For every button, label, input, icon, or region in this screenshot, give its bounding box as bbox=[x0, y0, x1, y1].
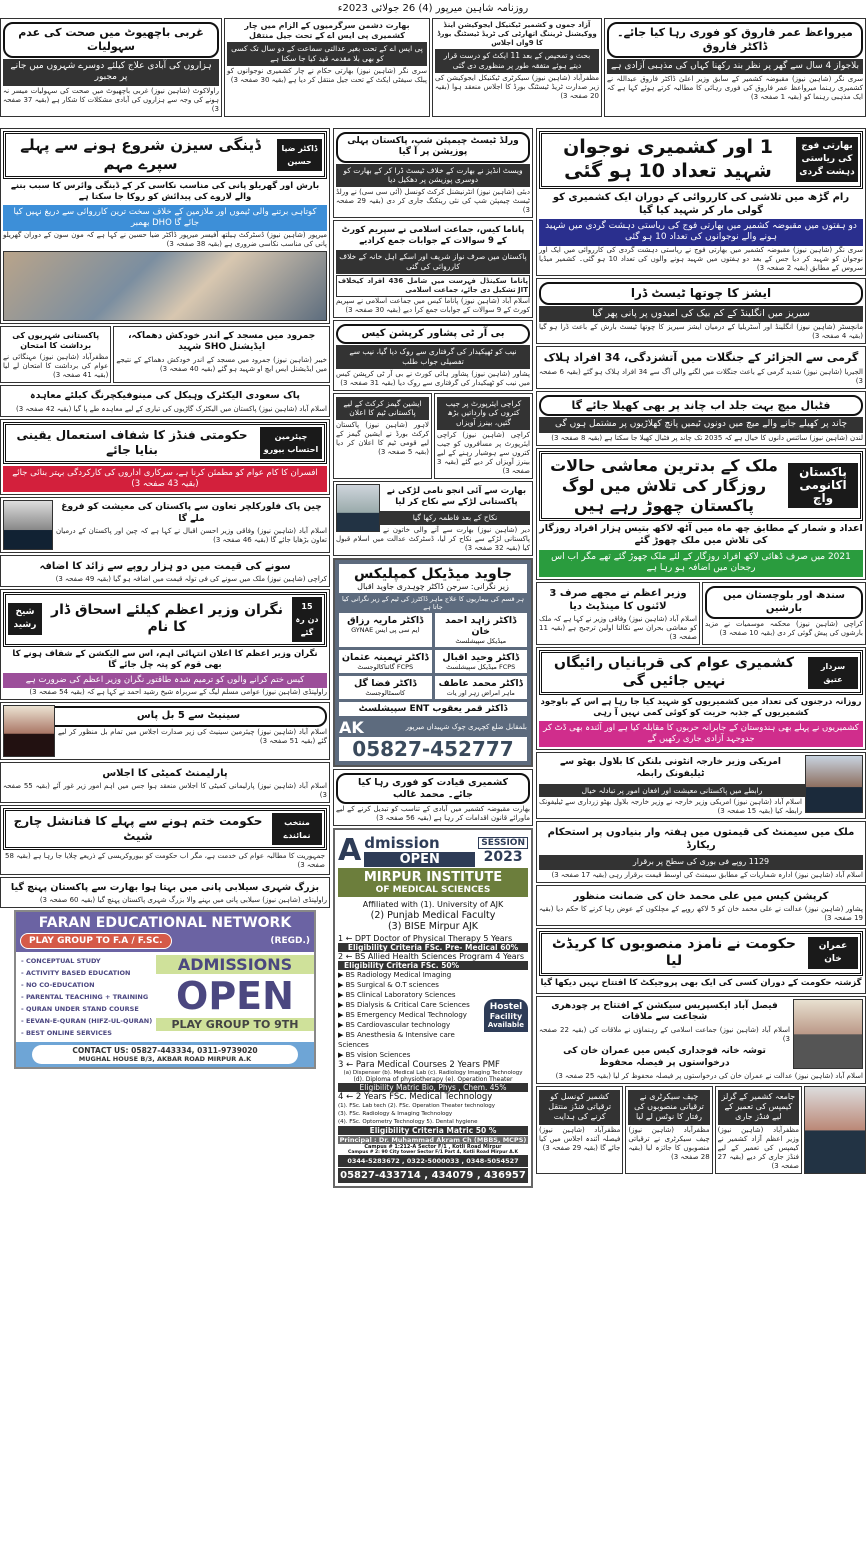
ad-ak: AK bbox=[339, 717, 364, 737]
story-brt bbox=[333, 320, 533, 391]
deck: رام گڑھ میں تلاشی کی کارروائی کے دوران ایک کشمیری کو گولی مار کر شہید کیا گیا bbox=[552, 191, 850, 216]
program-4-list: (4). FSc. Optometry Technology 5). Dental hygiene bbox=[338, 1119, 478, 1126]
ad-a-letter: A bbox=[338, 833, 362, 869]
story-rain bbox=[702, 582, 866, 645]
story-body: پشاور (شاہین نیوز) عدالت نے علی محمد خان کو 5 لاکھ روپے کے مچلکوں کے عوض رہا کرنے کا حکم دیا (بقیہ 19 صفحہ 3) bbox=[539, 904, 863, 922]
doctor-name: ڈاکٹر تہمینہ عثمان bbox=[341, 651, 429, 663]
feature-item: - EEVAN-E-QURAN (HIFZ-UL-QURAN) bbox=[21, 1017, 153, 1026]
program-4-list: (3). FSc. Radiology & Imaging Technology bbox=[338, 1111, 453, 1118]
story-dengue bbox=[0, 128, 330, 324]
highlight-bar: کشمیریوں نے پہلے بھی ہندوستان کے جابرانہ حربوں کا مقابلہ کیا ہے اور آئندہ بھی ڈٹ کر جدوجہد آزادی جاری رکھیں گے bbox=[539, 721, 863, 747]
doctor-specialty: ایم سی پی ایس GYNAE bbox=[351, 625, 420, 634]
story-cement bbox=[536, 821, 866, 882]
headline: بی آر ٹی پشاور کرپشن کیس bbox=[336, 324, 530, 345]
doctor-name: ڈاکٹر ماریہ رزاق bbox=[347, 614, 424, 626]
headline: 1 اور کشمیری نوجوان شہید تعداد 10 ہو گئی bbox=[563, 136, 773, 182]
story-psa bbox=[224, 18, 430, 117]
story-mirwaiz bbox=[604, 18, 866, 117]
ad-range: PLAY GROUP TO 9TH bbox=[156, 1018, 314, 1031]
headline: ورلڈ ٹیسٹ چیمپئن شپ، پاکستان پہلی پوزیشن پر آ گیا bbox=[336, 132, 530, 163]
story-asian-games bbox=[333, 393, 432, 479]
bs-program: ▶ BS vision Sciences bbox=[338, 1051, 411, 1060]
bs-program: ▶ BS Cardiovascular technology bbox=[338, 1021, 451, 1030]
story-body: پشاور (شاہین نیوز) پشاور ہائی کورٹ نے بی آر ٹی کرپشن کیس میں نیب کو ٹھیکیدار کی گرفتاری سے روک دیا (بقیہ 31 صفحہ 3) bbox=[336, 369, 530, 387]
highlight-bar: دو ہفتوں میں مقبوضہ کشمیر میں بھارتی فوج کی ریاستی دہشت گردی میں شہید ہونے والے نوجوانوں کی تعداد 10 ہو گئی bbox=[539, 219, 863, 246]
story-body: راولاکوٹ (شاہین نیوز) غربی باچھیوٹ میں صحت کی سہولیات میسر نہ ہونے کی وجہ سے ہزاروں کی آبادی مشکلات کا شکار ہے (بقیہ 37 صفحہ 3) bbox=[3, 86, 219, 113]
story-gold bbox=[0, 555, 330, 587]
headline: نگران وزیر اعظم کیلئے اسحاق ڈار کا نام bbox=[51, 601, 283, 636]
bs-program-label: BS Surgical & O.T sciences bbox=[345, 981, 439, 990]
story-body: اسلام آباد (شاہین نیوز) وفاقی وزیر احسن اقبال نے کہا ہے کہ چین اور پاکستان کے درمیان تعاون بڑھایا جائے گا (بقیہ 46 صفحہ 3) bbox=[56, 527, 327, 545]
kicker: پاکستان اکانومی واچ bbox=[788, 463, 858, 508]
bs-program: ▶ BS Clinical Laboratory Sciences bbox=[338, 991, 456, 1000]
headline: حکومت ختم ہونے سے پہلے کا فنانشل چارج شیٹ bbox=[13, 814, 263, 844]
headline: ایشز کا چوتھا ٹیسٹ ڈرا bbox=[539, 282, 863, 305]
story-panama bbox=[333, 220, 533, 318]
headline: ملک میں سیمنٹ کی قیمتوں میں ہفتہ وار بنیادوں پر استحکام ریکارڈ bbox=[547, 827, 855, 852]
headline: بھارت سے آئی انجو نامی لڑکی نے پاکستانی لڑکے سے نکاح کر لیا bbox=[386, 485, 527, 507]
subhead: 1129 روپے فی بوری کی سطح پر برقرار bbox=[539, 855, 863, 869]
headline: سونے کی قیمت میں دو ہزار روپے سے زائد کا اضافہ bbox=[39, 560, 291, 572]
story-body: سری نگر (شاہین نیوز) مقبوضہ کشمیر میں بھارتی فوج نے ریاستی دہشت گردی کی کارروائی میں ایک اور نوجوان کو شہید کر دیا جس کے بعد دو ہفتوں میں شہید ہونے والوں کی تعداد 10 ہو گئی۔ کشمیر میڈیا سروس کے مطابق (بقیہ 2 صفحہ 3) bbox=[539, 245, 863, 272]
eligibility-4: Eligibility Criteria Matric 50 % bbox=[338, 1126, 528, 1135]
ad-campus: Campus # 2: 90 City tower Sector F/1 Part 4, Kotli Road Mirpur A.K bbox=[348, 1150, 518, 1156]
story-body: کراچی (شاہین نیوز) محکمہ موسمیات نے مزید بارشوں کی پیش گوئی کر دی (بقیہ 10 صفحہ 3) bbox=[705, 620, 863, 638]
program-1: 1 ← DPT Doctor of Physical Therapy 5 Years bbox=[338, 934, 513, 944]
story-algeria bbox=[536, 346, 866, 388]
story-body: مظفرآباد (شاہین نیوز) وزیر اعظم آزاد کشمیر نے کیمپس کی تعمیر کے لیے فنڈز جاری کر دیے (بقیہ 27 صفحہ 3) bbox=[717, 1125, 799, 1170]
ad-open: OPEN bbox=[176, 974, 294, 1019]
deck: روزانہ درجنوں کی تعداد میں کشمیریوں کو شہید کیا جا رہا ہے اس کے باوجود کشمیریوں کے جذبہ حریت کو کوئی کمی نہیں آ رہی bbox=[540, 697, 862, 719]
headline: کراچی ایئرپورٹ پر جیب کتروں کی وارداتیں بڑھ گئیں، بینرز آویزاں bbox=[437, 397, 530, 430]
ad-affiliation: (2) Punjab Medical Faculty bbox=[370, 910, 496, 922]
subhead: پی ایس اے کے تحت بغیر عدالتی سماعت کے دو سال تک کسی کو بھی بلا مقدمہ قید کیا جا سکتا ہے bbox=[227, 42, 427, 66]
eligibility-2: Eligibility Criteria FSc. 50% bbox=[338, 961, 528, 970]
story-ashes bbox=[536, 278, 866, 344]
headline: امریکی وزیر خارجہ انٹونی بلنکن کا بلاول بھٹو سے ٹیلیفونک رابطہ bbox=[560, 757, 781, 779]
headline: کرپشن کیس میں علی محمد خان کی ضمانت منظور bbox=[573, 890, 829, 902]
subhead: نکاح کے بعد فاطمہ رکھا گیا bbox=[336, 511, 530, 525]
kicker: سردار عتیق bbox=[808, 657, 858, 689]
story-university bbox=[715, 1086, 802, 1174]
hostel-label: Available bbox=[487, 1020, 525, 1029]
doctor-specialty: کاسمٹالوجسٹ bbox=[365, 688, 406, 697]
ahsan-photo bbox=[3, 500, 53, 550]
ad-institute-name: MIRPUR INSTITUTE bbox=[363, 870, 503, 886]
bs-program-label: BS Clinical Laboratory Sciences bbox=[345, 991, 456, 1000]
story-body: اسلام آباد (شاہین نیوز) پارلیمانی کمیٹی کا اجلاس منعقد ہوا جس میں اہم امور زیر غور آئے (بقیہ 55 صفحہ 3) bbox=[3, 782, 327, 800]
kicker: بھارتی فوج کی ریاستی دہشت گردی bbox=[796, 137, 858, 182]
doctor-name: ڈاکٹر محمد عاطف bbox=[438, 677, 523, 689]
feature-item: - QURAN UNDER STAND COURSE bbox=[21, 1005, 139, 1014]
ad-admissions: ADMISSIONS bbox=[156, 955, 314, 974]
program-2: 2 ← BS Allied Health Sciences Program 4 Years bbox=[338, 952, 525, 962]
doctor-name: ڈاکٹر زاہد احمد خان bbox=[445, 614, 517, 637]
story-body: دیر (شاہین نیوز) بھارت سے آنے والی خاتون نے پاکستانی لڑکے سے نکاح کر لیا، ڈسٹرکٹ عدالت میں اسلام قبول کیا (بقیہ 32 صفحہ 3) bbox=[336, 525, 530, 552]
ad-address: MUGHAL HOUSE B/3, AKBAR ROAD MIRPUR A.K bbox=[78, 1055, 252, 1064]
sheikh-rasheed-photo bbox=[3, 705, 55, 757]
program-3: 3 ← Para Medical Courses 2 Years PMF bbox=[338, 1060, 500, 1071]
headline: حکومتی فنڈز کا شفاف استعمال یقینی بنایا جائے bbox=[16, 427, 248, 457]
bs-program: ▶ BS Surgical & O.T sciences bbox=[338, 981, 439, 990]
highlight-bar: کیس ختم کرانے والوں کو ترمیم شدہ طاقتور نگران وزیر اعظم کی ضرورت ہے bbox=[3, 673, 327, 688]
kicker-2: شیخ رشید bbox=[8, 603, 42, 635]
hostel-label: Facility bbox=[489, 1011, 523, 1021]
headline: ایشین گیمز کرکٹ کے لیے پاکستانی ٹیم کا اعلان bbox=[336, 397, 429, 421]
doctor-name: ڈاکٹر وحید اقبال bbox=[442, 651, 520, 663]
story-body: کراچی (شاہین نیوز) کراچی ایئرپورٹ پر مسافروں کو جیب کتروں سے ہوشیار رہنے کے لیے بینرز آویزاں کر دیے گئے (بقیہ 3 صفحہ 3) bbox=[437, 430, 530, 475]
ad-tagline: ہر قسم کی بیماریوں کا علاج ماہر ڈاکٹرز کی ٹیم کے زیر نگرانی کیا جاتا ہے bbox=[341, 594, 525, 611]
subhead: ہزاروں کی آبادی علاج کیلئے دوسرے شہروں میں جانے پر مجبور bbox=[3, 59, 219, 86]
ad-title: جاوید میڈیکل کمپلیکس bbox=[353, 565, 513, 582]
story-ghalib bbox=[333, 769, 533, 827]
headline: ملک کے بدترین معاشی حالات روزگار کی تلاش میں لوگ پاکستان چھوڑ رہے ہیں bbox=[550, 455, 778, 515]
story-blinken bbox=[536, 752, 866, 819]
headline: جامعہ کشمیر کے گرلز کیمپس کی تعمیر کے لیے فنڈز جاری bbox=[718, 1090, 799, 1125]
headline: پاناما کیس، جماعت اسلامی نے سپریم کورٹ کے 9 سوالات کے جوابات جمع کرادیے bbox=[341, 225, 525, 247]
story-body: سری نگر (شاہین نیوز) بھارتی حکام نے چار کشمیری نوجوانوں کو پبلک سیفٹی ایکٹ کے تحت جیل منتقل کر دیا ہے (بقیہ 30 صفحہ 3) bbox=[227, 66, 427, 84]
subhead: چاند پر کھیلے جانے والے میچ میں دونوں ٹیمیں پانچ کھلاڑیوں پر مشتمل ہوں گی bbox=[539, 417, 863, 433]
ad-open: OPEN bbox=[364, 852, 475, 867]
story-body: مظفرآباد (شاہین نیوز) سیکرٹری ٹیکنیکل ایجوکیشن کی زیر صدارت ٹریڈ ٹیسٹنگ بورڈ کا اجلاس منعقد ہوا (بقیہ 20 صفحہ 3) bbox=[435, 73, 599, 100]
story-parliament bbox=[0, 762, 330, 803]
subhead: بحث و تمحیص کے بعد 11 ایکٹ کو درست قرار دیتے ہوئے متفقہ طور پر منظوری دی گئی bbox=[435, 49, 599, 73]
ad-regd: (REGD.) bbox=[270, 936, 310, 947]
story-body: مظفرآباد (شاہین نیوز) چیف سیکرٹری نے ترقیاتی منصوبوں کا جائزہ لیا (بقیہ 28 صفحہ 3) bbox=[628, 1125, 710, 1161]
top-row bbox=[0, 18, 866, 117]
story-body: اسلام آباد (شاہین نیوز) امریکی وزیر خارجہ نے وزیر خارجہ بلاول بھٹو زرداری سے ٹیلیفونک رابطہ کیا (بقیہ 15 صفحہ 3) bbox=[539, 798, 802, 816]
ad-session: SESSION bbox=[478, 837, 528, 849]
story-kashmir-sacrifices bbox=[536, 647, 866, 750]
story-body: اسلام آباد (شاہین نیوز) پاکستان میں الیکٹرک گاڑیوں کی تیاری کے لیے معاہدہ طے پا گیا (بقیہ 42 صفحہ 3) bbox=[15, 404, 327, 413]
ad-faran-educational-network bbox=[14, 910, 316, 1069]
story-tevta bbox=[432, 18, 602, 117]
story-caretaker-pm bbox=[0, 589, 330, 700]
headline: چیف سیکرٹری نے ترقیاتی منصوبوں کی رفتار کا نوٹس لے لیا bbox=[628, 1090, 709, 1125]
doctor-card bbox=[339, 676, 432, 699]
doctor-card bbox=[339, 613, 432, 647]
ad-ent: ڈاکٹر قمر یعقوب ENT سپیشلسٹ bbox=[339, 702, 527, 716]
headline: ڈینگی سیزن شروع ہونے سے پہلے سپرے مہم bbox=[20, 136, 261, 173]
headline: حکومت نے نامزد منصوبوں کا کریڈٹ لیا bbox=[551, 935, 796, 970]
right-column bbox=[536, 128, 866, 1174]
subhead: ویسٹ انڈیز نے بھارت کے خلاف ٹیسٹ ڈرا کر کے بھارت کو دوسری پوزیشن پر دھکیل دیا bbox=[336, 164, 530, 188]
ad-phone: 05827-452777 bbox=[339, 737, 527, 761]
fazl-photo bbox=[793, 999, 863, 1069]
ad-mirpur-institute bbox=[333, 828, 533, 1188]
story-senate bbox=[0, 702, 330, 760]
feature-item: - CONCEPTUAL STUDY bbox=[21, 957, 101, 966]
ad-year: 2023 bbox=[483, 848, 523, 865]
doctor-name: ڈاکٹر فضا گل bbox=[353, 677, 417, 689]
story-patience bbox=[0, 326, 111, 384]
feature-item: - NO CO-EDUCATION bbox=[21, 981, 95, 990]
subhead: رابطے میں پاکستانی معیشت اور افغان امور پر تبادلہ خیال bbox=[539, 784, 863, 798]
story-ahsan bbox=[0, 497, 330, 553]
story-imran-credit bbox=[536, 928, 866, 994]
headline: غربی باچھیوٹ میں صحت کی عدم سہولیات bbox=[3, 22, 219, 58]
left-column bbox=[0, 128, 330, 1069]
headline: فٹبال میچ بہت جلد اب چاند پر بھی کھیلا جائے گا bbox=[539, 395, 863, 417]
bs-program-label: BS Radiology Medical Imaging bbox=[345, 971, 452, 980]
ad-title: FARAN EDUCATIONAL NETWORK bbox=[38, 915, 292, 932]
meeting-photo bbox=[3, 251, 327, 321]
story-accountability bbox=[0, 419, 330, 495]
story-ev bbox=[0, 385, 330, 416]
ad-affiliation: (3) BISE Mirpur AJK bbox=[387, 921, 479, 933]
story-body: دبئی (شاہین نیوز) انٹرنیشنل کرکٹ کونسل (آئی سی سی) نے ورلڈ ٹیسٹ چیمپئن شپ کی نئی رینکنگ جاری کر دی (بقیہ 29 صفحہ 3) bbox=[336, 188, 530, 214]
ad-pill: PLAY GROUP TO F.A / F.SC. bbox=[20, 933, 172, 949]
story-body: اسلام آباد (شاہین نیوز) پاناما کیس میں جماعت اسلامی نے سپریم کورٹ کے 9 سوالات کے جوابات جمع کرا دیے (بقیہ 30 صفحہ 3) bbox=[336, 296, 530, 314]
story-body: مظفرآباد (شاہین نیوز) فیصلہ آئندہ اجلاس میں کیا جائے گا (بقیہ 29 صفحہ 3) bbox=[539, 1125, 621, 1152]
feature-item: - PARENTAL TEACHING + TRAINING bbox=[21, 993, 149, 1002]
kicker: منتخب نمائندے bbox=[272, 813, 322, 845]
story-body: اسلام آباد (شاہین نیوز) جماعت اسلامی کے رہنماؤں نے ملاقات کی (بقیہ 22 صفحہ 3) bbox=[539, 1026, 790, 1044]
doctor-card bbox=[435, 613, 528, 647]
ad-phones: 0344-5283672 , 0322-5000033 , 0348-5054527 bbox=[338, 1155, 528, 1167]
shehbaz-photo bbox=[804, 1086, 866, 1174]
story-jamrud bbox=[113, 326, 330, 384]
deck: گزشتہ حکومت کے دوران کسی کی ایک بھی پروجیکٹ کا افتتاح نہیں دیکھا گیا bbox=[540, 977, 862, 988]
kicker: چیئرمین احتساب بیورو bbox=[260, 427, 322, 459]
doctor-specialty: FCPS گائناکالوجسٹ bbox=[357, 662, 414, 671]
ad-affiliation: Affiliated with (1). University of AJK bbox=[362, 900, 504, 910]
bs-program-label: BS vision Sciences bbox=[345, 1051, 411, 1060]
highlight-bar: 2021 میں صرف ڈھائی لاکھ افراد روزگار کے لئے ملک چھوڑ گئے تھے مگر اب اس رجحان میں اضافہ ہو رہا ہے bbox=[539, 550, 863, 577]
headline: کشمیر کونسل کو ترقیاتی فنڈز منتقل کرنے کی ہدایت bbox=[539, 1090, 620, 1125]
doctor-card bbox=[435, 650, 528, 673]
story-economy bbox=[536, 448, 866, 580]
ad-principal: Principal : Dr. Muhammad Akram Ch (MBBS, MCPS) bbox=[339, 1136, 527, 1145]
story-chaudhry bbox=[536, 996, 866, 1084]
story-body: جمہوریت کا مطالبہ عوام کی خدمت ہے، مگر اب حکومت کو بیوروکریسی کے ذریعے چلایا جا رہا ہے (بقیہ 58 صفحہ 3) bbox=[5, 852, 325, 870]
bs-program-label: BS Cardiovascular technology bbox=[345, 1021, 451, 1030]
ad-address: بلمقابل ضلع کچہری چوک شہیداں میرپور bbox=[405, 723, 527, 732]
feature-item: - ACTIVITY BASED EDUCATION bbox=[21, 969, 131, 978]
story-body: لندن (شاہین نیوز) سائنس دانوں کا خیال ہے کہ 2035 تک چاند پر فٹبال کھیلا جا سکتا ہے (بقیہ 8 صفحہ 3) bbox=[551, 433, 863, 442]
highlight-bar: کوتاہی برتنے والی ٹیموں اور ملازمین کے خلاف سخت ترین کارروائی سے دریغ نہیں کیا جائے گا DHO بھمبر bbox=[3, 205, 327, 231]
story-chief-secretary bbox=[625, 1086, 712, 1174]
middle-column bbox=[333, 128, 533, 1188]
program-3-list: (d). Diploma of physiotherapy (e). Operation Theater bbox=[353, 1076, 513, 1084]
doctor-card bbox=[435, 676, 528, 699]
headline: گرمی سے الجزائر کے جنگلات میں آتشزدگی، 34 افراد ہلاک bbox=[543, 351, 859, 365]
subhead: سیریز میں انگلینڈ کے کم بیک کی امیدوں پر پانی پھر گیا bbox=[539, 306, 863, 322]
deck: اعداد و شمار کے مطابق چھ ماہ میں آٹھ لاکھ بتیس ہزار افراد روزگار کی تلاش میں ملک چھوڑ گئے bbox=[539, 522, 863, 547]
story-world-test bbox=[333, 128, 533, 218]
deck: نگران وزیر اعظم کا اعلان انتہائی اہم، اس سے الیکشن کے شفاف ہونے کا بھی قوم کو پتہ چل جائے گا bbox=[12, 648, 318, 670]
headline: بھارت دشمن سرگرمیوں کے الزام میں چار کشمیری پی ایس اے کے تحت جیل منتقل bbox=[244, 21, 410, 40]
subhead-2: پاناما سکینڈل فہرست میں شامل 436 افراد کیخلاف JIT تشکیل دی جائے، جماعت اسلامی bbox=[336, 275, 530, 297]
story-body: بھارت مقبوضہ کشمیر میں آبادی کے تناسب کو تبدیل کرنے کے لیے ماورائے قانون اقدامات کر رہا ہے (بقیہ 56 صفحہ 3) bbox=[336, 805, 530, 823]
headline: میرواعظ عمر فاروق کو فوری رہا کیا جائے۔ ڈاکٹر فاروق bbox=[607, 22, 863, 58]
story-body: خیبر (شاہین نیوز) جمرود میں مسجد کے اندر خودکش دھماکے کے نتیجے میں ایڈیشنل ایس ایچ او شہید ہو گئے (بقیہ 40 صفحہ 3) bbox=[116, 356, 327, 374]
bs-program: ▶ BS Anesthesia & Intensive care Sciences bbox=[338, 1031, 455, 1050]
story-mandate bbox=[536, 582, 700, 645]
headline: پاک سعودی الیکٹرک وہیکل کی مینوفیکچرنگ کیلئے معاہدہ bbox=[30, 390, 300, 402]
story-body: مظفرآباد (شاہین نیوز) مہنگائی نے عوام کی برداشت کا امتحان لے لیا (بقیہ 41 صفحہ 3) bbox=[3, 353, 109, 380]
story-body: کراچی (شاہین نیوز) ملک میں سونے کی فی تولہ قیمت میں اضافہ ہو گیا (بقیہ 49 صفحہ 3) bbox=[55, 574, 327, 583]
ad-contact: CONTACT US: 05827-443334, 0311-9739020 bbox=[72, 1046, 258, 1056]
portrait-photo bbox=[336, 484, 380, 532]
ad-javed-medical-complex bbox=[333, 558, 533, 767]
kicker: ڈاکٹر ضیا حسین bbox=[277, 139, 322, 171]
headline: فیصل آباد ایکسپریس سیکشن کے افتتاح پر چودھری شجاعت سے ملاقات bbox=[551, 1000, 778, 1023]
program-4: 4 ← 2 Years FSc. Medical Technology bbox=[338, 1092, 493, 1103]
ad-campus: Campus # 1:212-A Sector F/1 , Kotli Road Mirpur bbox=[364, 1144, 502, 1151]
story-health bbox=[0, 18, 222, 117]
story-moon-football bbox=[536, 391, 866, 446]
ad-institute-sub: OF MEDICAL SCIENCES bbox=[375, 885, 491, 896]
headline: جمرود میں مسجد کے اندر خودکش دھماکہ، ایڈیشنل SHO شہید bbox=[128, 330, 316, 353]
subhead: نیب کو ٹھیکیدار کی گرفتاری سے روک دیا گیا، نیب سے تفصیلی جواب طلب bbox=[336, 345, 530, 369]
story-anju bbox=[333, 481, 533, 556]
ad-phones-2: 05827-433714 , 434079 , 436957 bbox=[338, 1168, 528, 1183]
headline: سینیٹ سے 5 بل پاس bbox=[3, 706, 327, 727]
program-4-list: (1). FSc. Lab tech (2). FSc. Operation Theater technology bbox=[338, 1103, 496, 1110]
story-charge-sheet bbox=[0, 805, 330, 875]
hostel-label: Hostel bbox=[489, 1001, 523, 1012]
story-body: الجیریا (شاہین نیوز) شدید گرمی کے باعث جنگلات میں لگنے والی آگ سے 34 افراد ہلاک ہو گئے (بقیہ 6 صفحہ 3) bbox=[539, 367, 863, 385]
story-body: اسلام آباد (شاہین نیوز) وفاقی وزیر نے کہا ہے کہ ملک کو معاشی بحران سے نکالنا اولین ترجیح ہے (بقیہ 11 صفحہ 3) bbox=[539, 615, 697, 642]
story-kashmir-lead bbox=[536, 128, 866, 276]
subhead: پاکستان میں صرف نواز شریف اور اسکے اہل خانہ کے خلاف کارروائی کی گئی bbox=[336, 250, 530, 274]
headline-2: توشہ خانہ فوجداری کیس میں عمران خان کی درخواستوں پر فیصلہ محفوظ bbox=[563, 1046, 766, 1068]
bs-program: ▶ BS Emergency Medical Technology bbox=[338, 1011, 467, 1020]
doctor-card bbox=[339, 650, 432, 673]
politician-photo bbox=[805, 755, 863, 813]
bs-program-label: BS Dialysis & Critical Care Sciences bbox=[345, 1001, 470, 1010]
highlight-bar: افسران کا کام عوام کو مطمئن کرنا ہے، سرکاری اداروں کی کارکردگی بہتر بنائی جائے (بقیہ 43 صفحہ 3) bbox=[3, 466, 327, 492]
subhead: بلاجواز 4 سال سے گھر پر نظر بند رکھنا کہاں کی مذہبی آزادی ہے bbox=[607, 59, 863, 75]
story-body: راولپنڈی (شاہین نیوز) سیلابی پانی میں بہنے والا بزرگ شہری پاکستان پہنچ گیا (بقیہ 60 صفحہ 3) bbox=[39, 896, 327, 905]
story-body: لاہور (شاہین نیوز) پاکستان کرکٹ بورڈ نے ایشین گیمز کے لیے قومی ٹیم کا اعلان کر دیا (بقیہ 5 صفحہ 3) bbox=[336, 421, 429, 457]
kicker: عمران خان bbox=[808, 937, 858, 969]
ad-admission: dmission bbox=[364, 834, 440, 853]
story-body: اسلام آباد (شاہین نیوز) عدالت نے عمران خان کی درخواستوں پر فیصلہ محفوظ کر لیا (بقیہ 25 صفحہ 3) bbox=[555, 1071, 863, 1080]
bs-program-label: BS Emergency Medical Technology bbox=[345, 1011, 467, 1020]
story-body: اسلام آباد (شاہین نیوز) چیئرمین سینیٹ کی زیر صدارت اجلاس میں تمام بل منظور کر لیے گئے (بقیہ 51 صفحہ 3) bbox=[58, 727, 327, 745]
ad-supervisor: زیر نگرانی: سرجن ڈاکٹر چوہدری جاوید اقبال bbox=[357, 581, 509, 591]
story-body: سری نگر (شاہین نیوز) مقبوضہ کشمیر کے سابق وزیر اعلیٰ ڈاکٹر فاروق عبداللہ نے کشمیری رہنما میرواعظ عمر فاروق کی فوری رہائی کا مطالبہ کرتے ہوئے کہا ہے کہ ایک مذہبی رہنما کو (بقیہ 1 صفحہ 3) bbox=[607, 75, 863, 102]
headline: چین پاک فلورکلچر تعاون سے پاکستان کی معیشت کو فروغ ملے گا bbox=[61, 501, 322, 524]
story-ali-muhammad bbox=[536, 885, 866, 926]
headline: آزاد جموں و کشمیر ٹیکنیکل ایجوکیشن اینڈ ووکیشنل ٹریننگ اتھارٹی کی ٹریڈ ٹیسٹنگ بورڈ کا 9واں اجلاس bbox=[437, 21, 597, 47]
story-karachi-airport bbox=[434, 393, 533, 479]
headline: بزرگ شہری سیلابی پانی میں بہتا ہوا بھارت سے پاکستان پہنچ گیا bbox=[10, 882, 320, 894]
bs-program-label: BS Anesthesia & Intensive care Sciences bbox=[338, 1031, 455, 1050]
bs-program: ▶ BS Radiology Medical Imaging bbox=[338, 971, 452, 980]
story-body: راولپنڈی (شاہین نیوز) عوامی مسلم لیگ کے سربراہ شیخ رشید احمد نے کہا ہے کہ (بقیہ 54 صفحہ 3) bbox=[29, 688, 327, 697]
eligibility-1: Eligibility Criteria FSc. Pre- Medical 60% bbox=[338, 943, 528, 952]
doctor-specialty: میڈیکل سپیشلسٹ bbox=[455, 636, 507, 645]
kicker: 15 دن رہ گئے bbox=[292, 597, 322, 642]
headline: کشمیری عوام کی قربانیاں رائیگاں نہیں جائیں گی bbox=[554, 655, 794, 689]
story-flood-elder bbox=[0, 877, 330, 908]
eligibility-3: Eligibility Matric Bio, Phys , Chem. 45% bbox=[338, 1083, 528, 1092]
masthead-date: روزنامہ شاہین میرپور (4) 26 جولائی 2023ء bbox=[337, 3, 529, 14]
program-3-list: (a) Dispenser (b). Medical Lab (c). Radiology Imaging Technology bbox=[343, 1070, 523, 1077]
headline: پاکستانی شہریوں کی برداشت کا امتحان bbox=[12, 330, 100, 351]
doctor-specialty: FCPS میڈیکل سپیشلسٹ bbox=[446, 662, 516, 671]
headline: سندھ اور بلوچستان میں بارشیں bbox=[705, 586, 863, 619]
headline: کشمیری قیادت کو فوری رہا کیا جائے۔ محمد غالب bbox=[336, 773, 530, 805]
doctor-specialty: ماہر امراض زہر اور یات bbox=[446, 688, 515, 697]
feature-item: - BEST ONLINE SERVICES bbox=[21, 1029, 112, 1038]
headline: وزیر اعظم نے مجھے صرف 3 لائنوں کا مینڈیٹ دیا bbox=[549, 588, 687, 613]
headline: پارلیمنٹ کمیٹی کا اجلاس bbox=[102, 768, 228, 780]
story-body: مانچسٹر (شاہین نیوز) انگلینڈ اور آسٹریلیا کے درمیان ایشز سیریز کا چوتھا ٹیسٹ بارش کے باعث ڈرا ہو گیا (بقیہ 4 صفحہ 3) bbox=[539, 323, 863, 341]
story-body: اسلام آباد (شاہین نیوز) ادارہ شماریات کے مطابق سیمنٹ کی اوسط قیمت برقرار رہی (بقیہ 17 صفحہ 3) bbox=[551, 870, 863, 879]
story-body: میرپور (شاہین نیوز) ڈسٹرکٹ ہیلتھ آفیسر میرپور ڈاکٹر ضیا حسین نے کہا ہے کہ مون سون کے دوران گھریلو پانی کی مناسب نکاسی ضروری ہے (بقیہ 38 صفحہ 3) bbox=[3, 230, 327, 248]
deck: بارش اور گھریلو پانی کی مناسب نکاسی کر کے ڈینگی وائرس کا سبب بننے والے لاروے کی پیدائش کو روکا جا سکتا ہے bbox=[10, 180, 320, 202]
story-council bbox=[536, 1086, 623, 1174]
bs-program: ▶ BS Dialysis & Critical Care Sciences bbox=[338, 1001, 470, 1010]
